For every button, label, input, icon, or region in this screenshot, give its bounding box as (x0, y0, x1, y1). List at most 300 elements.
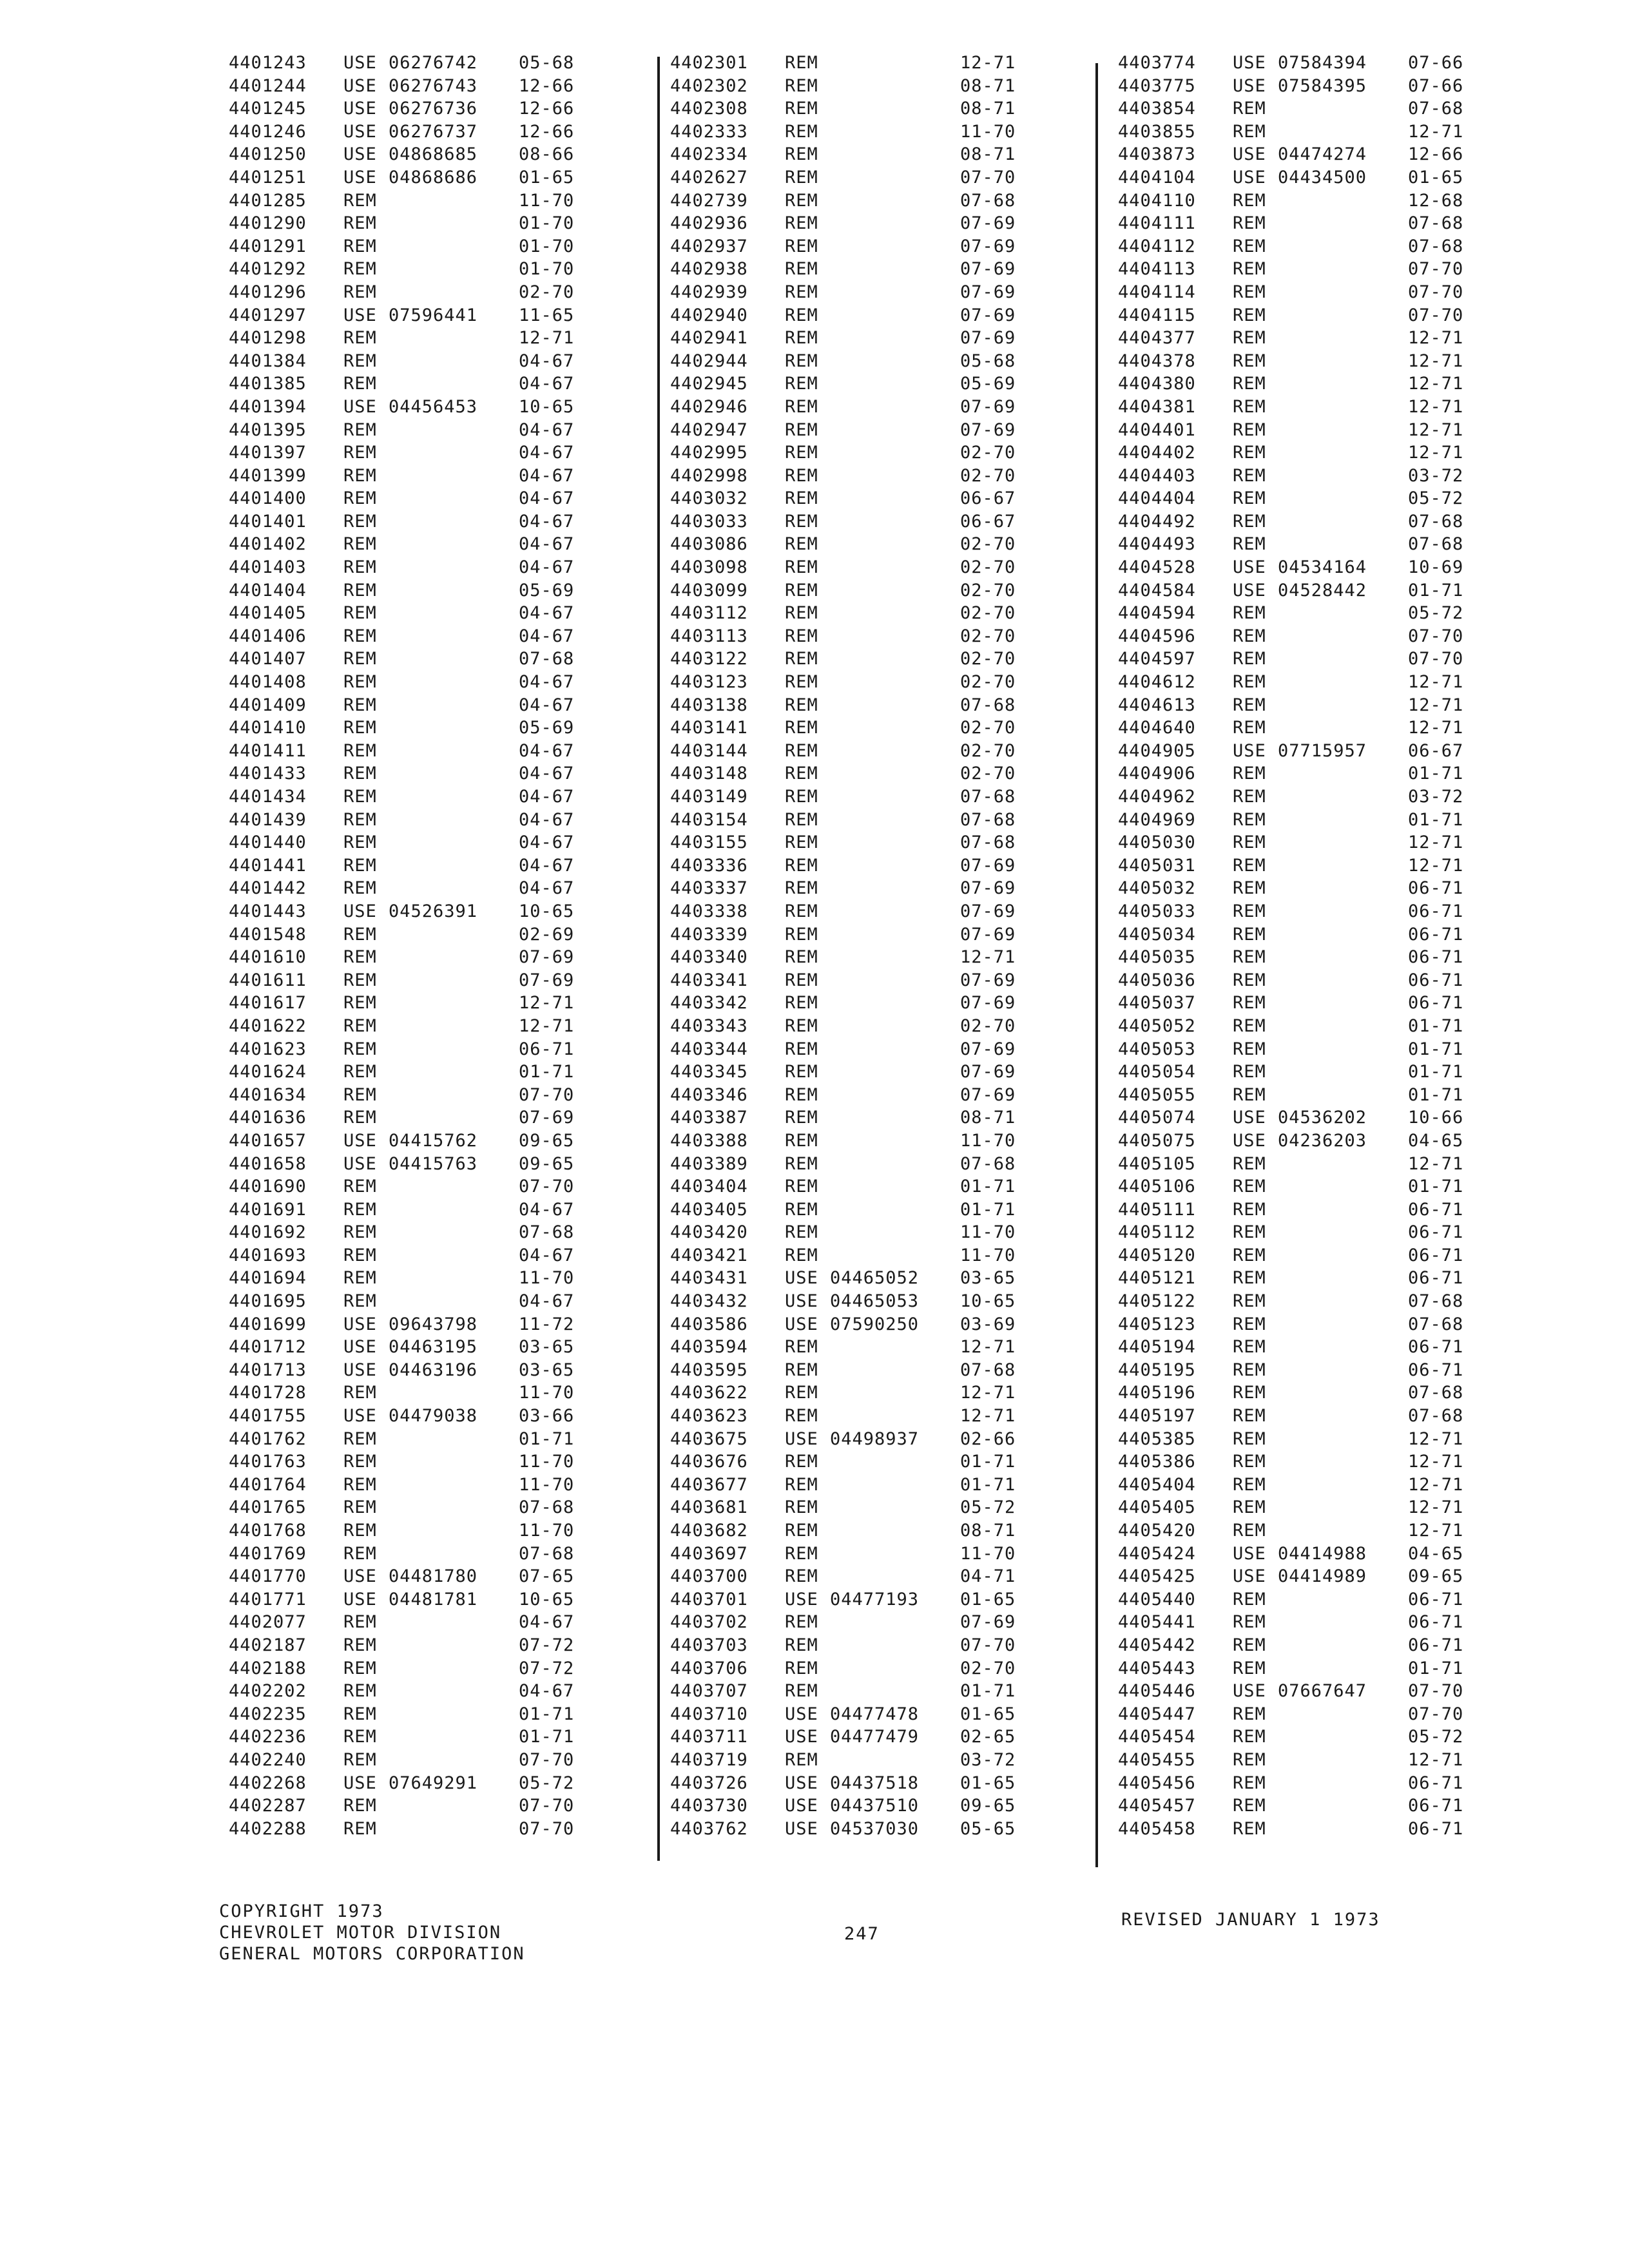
part-row (670, 1703, 1025, 1726)
part-number: 4401769 (229, 1543, 307, 1564)
part-number: 4403155 (670, 832, 748, 853)
action-code: REM (785, 1360, 818, 1380)
action-code: REM (785, 993, 818, 1014)
part-row (670, 1680, 1025, 1703)
part-number: 4401405 (229, 603, 307, 624)
part-number: 4402739 (670, 190, 748, 211)
effective-date: 11-70 (960, 121, 1016, 142)
action-code: REM (785, 1015, 818, 1036)
part-number: 4401403 (229, 557, 307, 578)
part-number: 4402287 (229, 1796, 307, 1816)
effective-date: 04-67 (519, 534, 575, 555)
action-code: USE (343, 1337, 377, 1358)
part-number: 4401693 (229, 1245, 307, 1265)
action-code: REM (343, 1543, 377, 1564)
part-row (670, 785, 1025, 809)
part-number: 4403154 (670, 809, 748, 830)
part-row (229, 1588, 583, 1611)
action-code: REM (1233, 1589, 1266, 1610)
effective-date: 04-67 (519, 1199, 575, 1220)
action-code: REM (343, 809, 377, 830)
action-code: USE (343, 1589, 377, 1610)
part-number: 4405196 (1118, 1383, 1196, 1403)
part-row (229, 487, 583, 510)
part-row (670, 396, 1025, 419)
part-number: 4401410 (229, 718, 307, 738)
part-number: 4402288 (229, 1818, 307, 1839)
effective-date: 01-71 (1408, 580, 1464, 601)
effective-date: 01-65 (960, 1589, 1016, 1610)
effective-date: 05-69 (960, 374, 1016, 394)
effective-date: 07-68 (1408, 1291, 1464, 1312)
part-row (229, 1359, 583, 1382)
part-row (1118, 1474, 1472, 1497)
part-number: 4403675 (670, 1428, 748, 1449)
action-code: REM (785, 1199, 818, 1220)
part-number: 4401384 (229, 351, 307, 371)
part-number: 4403873 (1118, 144, 1196, 165)
action-code: REM (1233, 1612, 1266, 1633)
part-row (670, 189, 1025, 213)
action-code: REM (1233, 878, 1266, 899)
part-number: 4403855 (1118, 121, 1196, 142)
effective-date: 02-70 (960, 443, 1016, 463)
effective-date: 07-70 (519, 1796, 575, 1816)
effective-date: 01-71 (519, 1062, 575, 1082)
effective-date: 12-66 (1408, 144, 1464, 165)
part-row (1118, 1221, 1472, 1244)
action-code: REM (785, 1245, 818, 1265)
part-number: 4403586 (670, 1314, 748, 1334)
replacement-part-number: 04434500 (1278, 167, 1367, 187)
replacement-part-number: 04415762 (389, 1130, 478, 1151)
effective-date: 03-66 (519, 1406, 575, 1427)
effective-date: 05-72 (1408, 488, 1464, 509)
part-number: 4404113 (1118, 259, 1196, 280)
action-code: REM (343, 1199, 377, 1220)
part-row (229, 831, 583, 854)
effective-date: 04-67 (519, 557, 575, 578)
action-code: REM (343, 351, 377, 371)
effective-date: 07-70 (1408, 305, 1464, 325)
action-code: REM (343, 443, 377, 463)
part-number: 4403676 (670, 1452, 748, 1472)
part-row (229, 1428, 583, 1451)
action-code: REM (343, 787, 377, 807)
part-row (229, 75, 583, 98)
effective-date: 12-71 (1408, 855, 1464, 876)
replacement-part-number: 07715957 (1278, 740, 1367, 761)
part-row (1118, 120, 1472, 144)
part-number: 4405106 (1118, 1177, 1196, 1197)
action-code: REM (785, 1084, 818, 1105)
part-row (1118, 143, 1472, 166)
action-code: REM (343, 993, 377, 1014)
action-code: USE (343, 75, 377, 96)
parts-column-3 (1118, 52, 1472, 1840)
effective-date: 06-71 (1408, 1222, 1464, 1243)
effective-date: 07-70 (1408, 649, 1464, 669)
part-row (229, 1290, 583, 1313)
action-code: REM (343, 1612, 377, 1633)
effective-date: 07-70 (960, 167, 1016, 187)
part-number: 4401404 (229, 580, 307, 601)
effective-date: 01-71 (960, 1199, 1016, 1220)
part-row (670, 75, 1025, 98)
action-code: REM (785, 351, 818, 371)
part-number: 4404115 (1118, 305, 1196, 325)
effective-date: 11-70 (960, 1130, 1016, 1151)
part-number: 4405197 (1118, 1406, 1196, 1427)
part-number: 4403719 (670, 1749, 748, 1770)
effective-date: 02-70 (960, 465, 1016, 486)
part-row (670, 900, 1025, 923)
part-row (670, 923, 1025, 947)
effective-date: 12-71 (1408, 672, 1464, 693)
part-row (1118, 1084, 1472, 1107)
effective-date: 07-68 (519, 1222, 575, 1243)
effective-date: 04-67 (519, 740, 575, 761)
part-row (1118, 1542, 1472, 1566)
effective-date: 07-70 (519, 1818, 575, 1839)
effective-date: 06-71 (1408, 878, 1464, 899)
part-row (1118, 1634, 1472, 1657)
part-row (670, 740, 1025, 763)
action-code: REM (1233, 1015, 1266, 1036)
part-number: 4402995 (670, 443, 748, 463)
part-row (229, 235, 583, 258)
part-row (229, 304, 583, 327)
effective-date: 12-71 (960, 1406, 1016, 1427)
effective-date: 08-71 (960, 75, 1016, 96)
part-number: 4403149 (670, 787, 748, 807)
part-row (229, 1313, 583, 1336)
effective-date: 02-70 (960, 718, 1016, 738)
action-code: REM (343, 649, 377, 669)
part-row (670, 487, 1025, 510)
part-row (229, 923, 583, 947)
action-code: REM (343, 878, 377, 899)
effective-date: 07-68 (1408, 511, 1464, 532)
action-code: USE (343, 305, 377, 325)
action-code: REM (1233, 764, 1266, 784)
part-row (670, 1588, 1025, 1611)
effective-date: 02-65 (960, 1727, 1016, 1747)
effective-date: 07-69 (960, 213, 1016, 234)
part-number: 4401292 (229, 259, 307, 280)
part-row (229, 671, 583, 694)
effective-date: 01-65 (960, 1704, 1016, 1724)
part-number: 4401657 (229, 1130, 307, 1151)
action-code: USE (343, 53, 377, 73)
replacement-part-number: 04868685 (389, 144, 478, 165)
part-number: 4402302 (670, 75, 748, 96)
part-number: 4405446 (1118, 1681, 1196, 1702)
effective-date: 05-65 (960, 1818, 1016, 1839)
effective-date: 11-70 (960, 1543, 1016, 1564)
action-code: USE (1233, 1108, 1266, 1128)
action-code: REM (785, 534, 818, 555)
part-number: 4404403 (1118, 465, 1196, 486)
part-number: 4403343 (670, 1015, 748, 1036)
action-code: REM (343, 1291, 377, 1312)
action-code: USE (785, 1796, 818, 1816)
action-code: REM (343, 534, 377, 555)
part-number: 4401768 (229, 1521, 307, 1541)
action-code: REM (1233, 1452, 1266, 1472)
action-code: REM (785, 740, 818, 761)
effective-date: 02-70 (960, 649, 1016, 669)
action-code: REM (343, 1749, 377, 1770)
replacement-part-number: 06276742 (389, 53, 478, 73)
effective-date: 04-67 (519, 764, 575, 784)
effective-date: 07-69 (519, 947, 575, 968)
effective-date: 10-65 (960, 1291, 1016, 1312)
part-row (670, 716, 1025, 740)
part-number: 4401765 (229, 1497, 307, 1518)
part-row (1118, 579, 1472, 602)
part-row (229, 946, 583, 969)
part-number: 4403342 (670, 993, 748, 1014)
effective-date: 04-67 (519, 511, 575, 532)
action-code: REM (1233, 1245, 1266, 1265)
part-row (229, 212, 583, 235)
part-number: 4404110 (1118, 190, 1196, 211)
part-row (1118, 1428, 1472, 1451)
part-row (1118, 1381, 1472, 1405)
part-row (670, 1657, 1025, 1680)
replacement-part-number: 04537030 (830, 1818, 920, 1839)
part-row (229, 1565, 583, 1588)
part-number: 4401385 (229, 374, 307, 394)
part-row (229, 877, 583, 900)
effective-date: 12-66 (519, 121, 575, 142)
part-row (1118, 1611, 1472, 1634)
effective-date: 12-71 (1408, 832, 1464, 853)
replacement-part-number: 04481781 (389, 1589, 478, 1610)
part-number: 4405037 (1118, 993, 1196, 1014)
part-row (229, 1061, 583, 1084)
part-number: 4403762 (670, 1818, 748, 1839)
part-number: 4401395 (229, 419, 307, 440)
replacement-part-number: 07584394 (1278, 53, 1367, 73)
part-row (1118, 304, 1472, 327)
action-code: REM (1233, 213, 1266, 234)
part-number: 4401770 (229, 1566, 307, 1587)
part-row (229, 1221, 583, 1244)
replacement-part-number: 07667647 (1278, 1681, 1367, 1702)
part-row (229, 1405, 583, 1428)
effective-date: 05-69 (519, 580, 575, 601)
action-code: REM (785, 1108, 818, 1128)
action-code: REM (343, 1015, 377, 1036)
effective-date: 12-66 (519, 75, 575, 96)
part-number: 4401623 (229, 1039, 307, 1059)
action-code: REM (1233, 1773, 1266, 1793)
part-row (229, 1703, 583, 1726)
action-code: REM (1233, 419, 1266, 440)
effective-date: 07-70 (519, 1084, 575, 1105)
part-row (1118, 648, 1472, 671)
part-row (1118, 1565, 1472, 1588)
action-code: REM (785, 443, 818, 463)
part-row (670, 877, 1025, 900)
effective-date: 07-70 (1408, 1704, 1464, 1724)
part-number: 4402627 (670, 167, 748, 187)
action-code: REM (785, 924, 818, 945)
replacement-part-number: 07596441 (389, 305, 478, 325)
effective-date: 04-67 (519, 832, 575, 853)
action-code: REM (343, 236, 377, 256)
part-number: 4401755 (229, 1406, 307, 1427)
action-code: REM (1233, 443, 1266, 463)
part-number: 4405052 (1118, 1015, 1196, 1036)
effective-date: 01-71 (960, 1681, 1016, 1702)
part-row (670, 1611, 1025, 1634)
effective-date: 04-67 (519, 855, 575, 876)
part-number: 4402944 (670, 351, 748, 371)
action-code: REM (785, 1635, 818, 1655)
effective-date: 12-71 (1408, 419, 1464, 440)
replacement-part-number: 06276743 (389, 75, 478, 96)
part-row (670, 1198, 1025, 1222)
part-row (229, 1084, 583, 1107)
effective-date: 01-71 (519, 1704, 575, 1724)
part-number: 4402308 (670, 99, 748, 119)
effective-date: 06-71 (1408, 947, 1464, 968)
effective-date: 04-67 (519, 878, 575, 899)
effective-date: 02-70 (960, 1658, 1016, 1678)
part-row (229, 1794, 583, 1818)
part-number: 4403086 (670, 534, 748, 555)
part-row (229, 143, 583, 166)
action-code: REM (785, 121, 818, 142)
effective-date: 10-69 (1408, 557, 1464, 578)
effective-date: 12-71 (1408, 328, 1464, 349)
effective-date: 02-69 (519, 924, 575, 945)
action-code: REM (785, 1177, 818, 1197)
part-number: 4403336 (670, 855, 748, 876)
replacement-part-number: 04415763 (389, 1153, 478, 1174)
effective-date: 02-70 (960, 626, 1016, 646)
effective-date: 01-71 (960, 1177, 1016, 1197)
part-number: 4405032 (1118, 878, 1196, 899)
part-row (1118, 465, 1472, 488)
part-number: 4401246 (229, 121, 307, 142)
effective-date: 09-65 (1408, 1566, 1464, 1587)
part-row (670, 556, 1025, 579)
action-code: REM (1233, 374, 1266, 394)
effective-date: 12-71 (1408, 1749, 1464, 1770)
effective-date: 06-71 (1408, 1268, 1464, 1289)
action-code: REM (785, 1406, 818, 1427)
replacement-part-number: 04536202 (1278, 1108, 1367, 1128)
part-row (1118, 1703, 1472, 1726)
effective-date: 07-72 (519, 1635, 575, 1655)
effective-date: 07-69 (960, 1612, 1016, 1633)
effective-date: 07-69 (960, 924, 1016, 945)
part-row (1118, 1015, 1472, 1038)
effective-date: 04-67 (519, 626, 575, 646)
effective-date: 02-70 (960, 672, 1016, 693)
part-number: 4403594 (670, 1337, 748, 1358)
part-row (1118, 372, 1472, 396)
part-number: 4401411 (229, 740, 307, 761)
effective-date: 08-71 (960, 144, 1016, 165)
effective-date: 07-69 (960, 855, 1016, 876)
replacement-part-number: 04465053 (830, 1291, 920, 1312)
part-number: 4403701 (670, 1589, 748, 1610)
part-number: 4403700 (670, 1566, 748, 1587)
replacement-part-number: 04437510 (830, 1796, 920, 1816)
effective-date: 12-71 (1408, 1521, 1464, 1541)
effective-date: 06-71 (1408, 993, 1464, 1014)
part-row (1118, 533, 1472, 556)
part-number: 4401442 (229, 878, 307, 899)
effective-date: 01-71 (1408, 764, 1464, 784)
effective-date: 12-71 (1408, 121, 1464, 142)
part-row (229, 602, 583, 625)
part-number: 4402946 (670, 396, 748, 417)
part-row (670, 1496, 1025, 1519)
effective-date: 04-67 (519, 374, 575, 394)
action-code: REM (1233, 465, 1266, 486)
part-row (1118, 1290, 1472, 1313)
effective-date: 05-68 (960, 351, 1016, 371)
part-number: 4405457 (1118, 1796, 1196, 1816)
part-row (670, 1818, 1025, 1841)
part-row (229, 1153, 583, 1176)
effective-date: 12-71 (1408, 1474, 1464, 1495)
action-code: REM (343, 1452, 377, 1472)
part-number: 4401434 (229, 787, 307, 807)
action-code: USE (343, 396, 377, 417)
part-number: 4403697 (670, 1543, 748, 1564)
action-code: USE (343, 1130, 377, 1151)
action-code: USE (1233, 1681, 1266, 1702)
part-number: 4404401 (1118, 419, 1196, 440)
part-number: 4403854 (1118, 99, 1196, 119)
part-row (1118, 1198, 1472, 1222)
part-row (229, 625, 583, 648)
action-code: REM (1233, 351, 1266, 371)
action-code: REM (343, 580, 377, 601)
effective-date: 08-71 (960, 1521, 1016, 1541)
part-row (229, 1038, 583, 1061)
action-code: REM (1233, 1268, 1266, 1289)
action-code: REM (785, 764, 818, 784)
part-number: 4401694 (229, 1268, 307, 1289)
part-row (1118, 281, 1472, 304)
part-number: 4401397 (229, 443, 307, 463)
part-row (670, 1381, 1025, 1405)
effective-date: 11-65 (519, 305, 575, 325)
effective-date: 04-67 (519, 465, 575, 486)
part-number: 4401243 (229, 53, 307, 73)
effective-date: 07-70 (519, 1749, 575, 1770)
effective-date: 06-71 (1408, 901, 1464, 921)
part-row (1118, 716, 1472, 740)
replacement-part-number: 06276736 (389, 99, 478, 119)
part-number: 4401296 (229, 282, 307, 302)
part-row (1118, 992, 1472, 1015)
action-code: USE (1233, 1130, 1266, 1151)
part-number: 4401291 (229, 236, 307, 256)
effective-date: 11-70 (519, 1268, 575, 1289)
effective-date: 04-67 (519, 443, 575, 463)
part-number: 4403421 (670, 1245, 748, 1265)
action-code: REM (1233, 1658, 1266, 1678)
